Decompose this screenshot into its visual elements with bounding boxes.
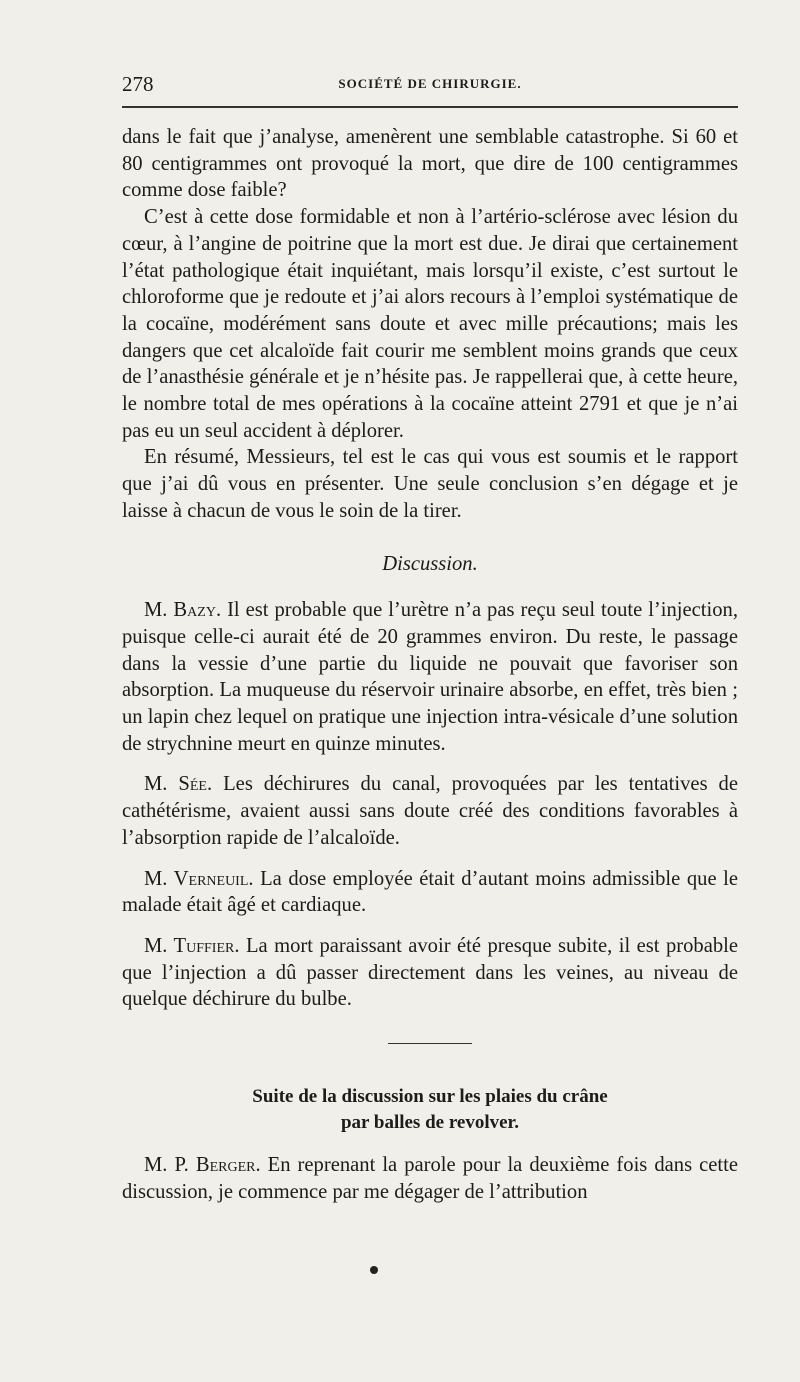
page-header — [122, 72, 738, 102]
paragraph: En résumé, Messieurs, tel est le cas qui vous est soumis et le rapport que j’ai dû vous en présenter. Une seule conclusion s’en dégage et je laisse à chacun de vous le soin de la tirer. — [122, 446, 738, 522]
spacer — [122, 757, 738, 771]
section-divider — [388, 1043, 472, 1044]
section-title — [122, 1084, 738, 1136]
header-rule — [122, 106, 738, 108]
section-title-line-2: par balles de revolver. — [340, 1112, 520, 1134]
footer-mark — [370, 1266, 378, 1274]
entry-text: Les déchirures du canal, provoquées par les tentatives de cathétérisme, avaient aussi sans doute créé des conditions favorables à l’absorption rapide de l’alcaloïde. — [122, 773, 738, 849]
paragraph: C’est à cette dose formidable et non à l’artério-sclérose avec lésion du cœur, à l’angine de poitrine que la mort est due. Je dirai que certainement l’état pathologique était inquiétant, mais lorsqu’il existe, c’est surtout le chloroforme que je redoute et j’ai alors recours à l’emploi systématique de la cocaïne, modérément sans doute et avec mille précautions; mais les dangers que cet alcaloïde fait courir me semblent moins grands que ceux de l’anasthésie générale et je n’hésite pas. Je rappellerai que, à cette heure, le nombre total de mes opérations à la cocaïne atteint 2791 et que je n’ai pas eu un seul accident à déplorer. — [122, 206, 738, 442]
entry-text: La mort paraissant avoir été presque subite, il est probable que l’injection a dû passer directement dans les veines, au niveau de quelque déchirure du bulbe. — [122, 934, 738, 1011]
spacer — [122, 919, 738, 933]
running-head: SOCIÉTÉ DE CHIRURGIE. — [338, 76, 522, 91]
entry-text: Il est probable que l’urètre n’a pas reçu seul toute l’injection, puisque celle-ci aurait été de 20 grammes environ. Du reste, le passage dans la vessie d’une partie du liquide ne pouvait que favoriser son absorption. La muqueuse du réservoir urinaire absorbe, en effet, très bien ; un lapin chez lequel on pratique une injection intra-vésicale d’une solution de strychnine meurt en quinze minutes. — [122, 599, 738, 755]
speaker-name: M. Bazy. — [144, 599, 222, 622]
discussion-entry — [122, 597, 738, 757]
section-title-line-1: Suite de la discussion sur les plaies du crâne — [252, 1086, 608, 1108]
entry-text: La dose employée était d’autant moins admissible que le malade était âgé et cardiaque. — [122, 867, 738, 917]
discussion-entry — [122, 933, 738, 1013]
body-text — [122, 124, 738, 1206]
paragraph: dans le fait que j’analyse, amenèrent une semblable catastrophe. Si 60 et 80 centigrammes ont provoqué la mort, que dire de 100 centigrammes comme dose faible? — [122, 126, 738, 202]
discussion-entry — [122, 866, 738, 919]
section-text: En reprenant la parole pour la deuxième fois dans cette discussion, je commence par me dégager de l’attribution — [122, 1154, 738, 1203]
speaker-name: M. P. Berger. — [144, 1154, 261, 1177]
speaker-name: M. Tuffier. — [144, 934, 240, 957]
speaker-name: M. Verneuil. — [144, 867, 254, 890]
section-paragraph — [122, 1152, 738, 1205]
speaker-name: M. Sée. — [144, 773, 213, 796]
discussion-heading: Discussion. — [382, 552, 478, 575]
discussion-entry — [122, 771, 738, 851]
page-number: 278 — [122, 72, 154, 96]
spacer — [122, 852, 738, 866]
